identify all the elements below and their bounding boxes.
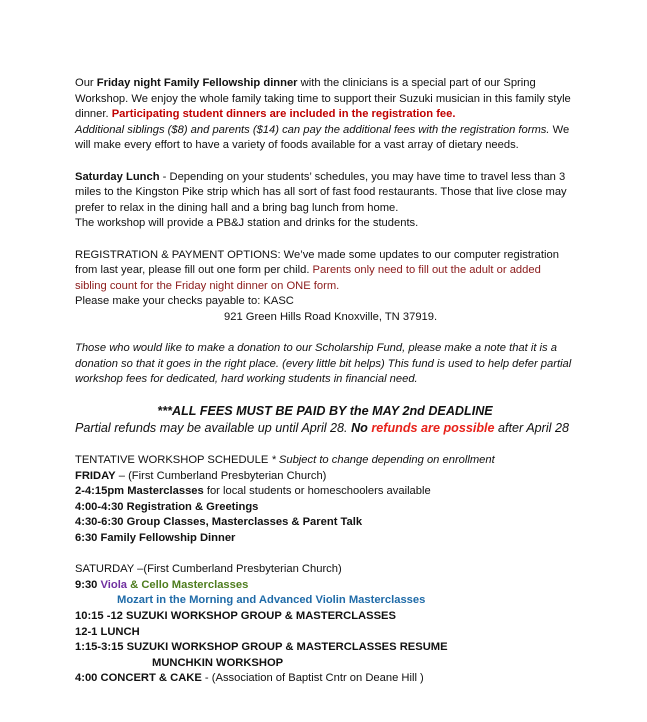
viola-label: Viola	[100, 578, 128, 591]
refunds-not-possible: refunds are possible	[371, 421, 495, 436]
schedule-note: * Subject to change depending on enrollment	[271, 454, 495, 467]
scholarship-paragraph: Those who would like to make a donation to our Scholarship Fund, please make a note that it is a donation so that it goes in the right place. (every little bit helps) This fund is used to help defer partial workshop fees for dedicated, hard working students in financial need.	[75, 342, 572, 386]
schedule-item: MUNCHKIN WORKSHOP	[152, 656, 284, 669]
schedule-item: 10:15 -12 SUZUKI WORKSHOP GROUP & MASTERCLASSES	[75, 610, 396, 622]
viola-cello-time: 9:30	[75, 578, 101, 591]
registration-title: REGISTRATION & PAYMENT OPTIONS	[75, 248, 278, 261]
schedule-item	[75, 484, 575, 500]
cello-masterclasses: Cello Masterclasses	[141, 578, 249, 591]
lunch-pbj-note: The workshop will provide a PB&J station and drinks for the students.	[75, 217, 419, 230]
ampersand: &	[127, 578, 142, 591]
friday-label: FRIDAY	[75, 469, 116, 482]
schedule-title: TENTATIVE WORKSHOP SCHEDULE	[75, 454, 272, 467]
fellowship-additional-fees: Additional siblings ($8) and parents ($14) can pay the additional fees with the registration forms.	[75, 123, 550, 136]
schedule-heading	[75, 453, 575, 469]
schedule-item: 12-1 LUNCH	[75, 625, 140, 638]
mailing-address: 921 Green Hills Road Knoxville, TN 37919.	[224, 310, 438, 323]
fellowship-included-note: Participating student dinners are included in the registration fee.	[111, 108, 456, 121]
schedule-item: 4:30-6:30 Group Classes, Masterclasses & Parent Talk	[75, 516, 363, 529]
fellowship-intro: Our	[75, 77, 97, 89]
fellowship-paragraph	[75, 76, 575, 154]
payable-line: Please make your checks payable to: KASC	[75, 295, 294, 308]
registration-parent-note: Parents only need to fill out the adult or added sibling count for the Friday night dinner on ONE form.	[75, 264, 541, 292]
schedule-item: 4:00-4:30 Registration & Greetings	[75, 500, 259, 513]
lunch-title: Saturday Lunch	[75, 170, 160, 183]
schedule-item	[75, 671, 575, 687]
registration-body: : We’ve made some updates to our computer registration from last year, please fill out one form per child.	[75, 248, 559, 277]
registration-paragraph	[75, 248, 575, 295]
concert-cake: 4:00 CONCERT & CAKE	[75, 672, 202, 685]
partial-refund-text: Partial refunds may be available up until April 28.	[75, 421, 352, 436]
lunch-paragraph	[75, 170, 575, 232]
concert-location: - (Association of Baptist Cntr on Deane Hill )	[201, 672, 424, 685]
fellowship-description: with the clinicians is a special part of our Spring Workshop. We enjoy the whole family taking time to support their Suzuki musician in this family style dinner.	[75, 77, 571, 121]
refund-date: after April 28	[494, 421, 569, 436]
fellowship-dinner-name: Friday night Family Fellowship dinner	[96, 77, 298, 89]
saturday-location: (First Cumberland Presbyterian Church)	[143, 563, 342, 576]
schedule-item: Mozart in the Morning and Advanced Violin Masterclasses	[117, 594, 426, 607]
friday-location: – (First Cumberland Presbyterian Church)	[115, 469, 327, 482]
deadline-headline: ***ALL FEES MUST BE PAID BY the MAY 2nd DEADLINE	[157, 404, 493, 419]
saturday-heading	[75, 562, 575, 578]
refund-policy	[75, 420, 575, 437]
fellowship-dietary-note: We will make every effort to have a variety of foods available for a vast array of dietary needs.	[75, 123, 570, 152]
friday-masterclasses: 2-4:15pm Masterclasses	[75, 485, 204, 498]
schedule-item: 6:30 Family Fellowship Dinner	[75, 532, 236, 545]
document-page	[75, 76, 575, 687]
saturday-label: SATURDAY –	[75, 563, 144, 576]
friday-masterclasses-note: for local students or homeschoolers available	[203, 485, 431, 498]
schedule-item	[75, 578, 575, 594]
friday-heading	[75, 469, 575, 485]
refund-no: No	[351, 421, 372, 436]
lunch-body: - Depending on your students’ schedules, you may have time to travel less than 3 miles to the Kingston Pike strip which has all sort of fast food restaurants. Those that live close may prefer to relax in the dining hall and a bring bag lunch from home.	[75, 170, 567, 214]
schedule-item: 1:15-3:15 SUZUKI WORKSHOP GROUP & MASTERCLASSES RESUME	[75, 641, 448, 654]
